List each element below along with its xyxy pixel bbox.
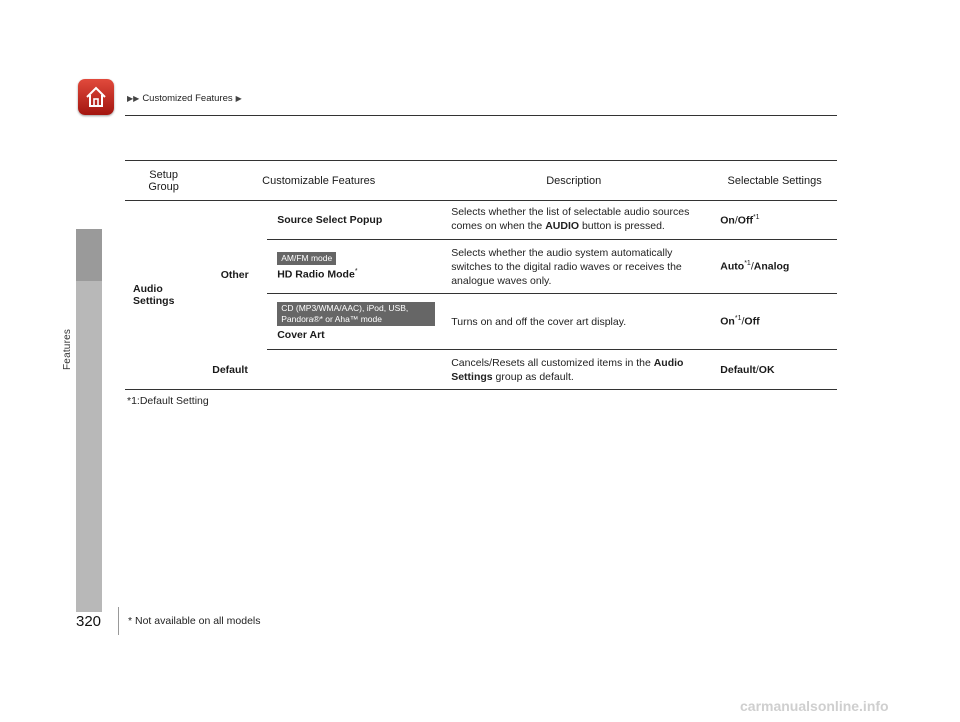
header-selectable-settings: Selectable Settings [712,161,837,201]
settings-hd-radio-mode: Auto$^{*1}$/Analog [712,240,837,294]
breadcrumb-arrows: ▶▶ [127,94,140,103]
top-divider [125,115,837,116]
home-button[interactable] [78,79,114,115]
settings-source-select-popup: On/Off$^{*1}$ [712,201,837,240]
feature-hd-radio-mode: AM/FM mode HD Radio Mode* [267,240,435,294]
badge-am-fm-mode: AM/FM mode [277,252,336,265]
feature-source-select-popup: Source Select Popup [267,201,435,240]
watermark: carmanualsonline.info [740,698,889,714]
feature-default: Default [202,350,435,390]
customization-table [125,160,837,390]
header-description: Description [435,161,712,201]
header-customizable-features: Customizable Features [202,161,435,201]
header-setup-group: Setup Group [125,161,202,201]
footnote-default-setting: *1:Default Setting [127,395,209,407]
desc-hd-radio-mode: Selects whether the audio system automatically switches to the digital radio waves or receives the analogue waves only. [435,240,712,294]
breadcrumb-title[interactable]: Customized Features [142,93,233,104]
settings-cover-art: On$^{*1}$/Off [712,294,837,350]
breadcrumb-arrow: ▶ [235,94,242,103]
settings-default: Default/OK [712,350,837,390]
desc-source-select-popup: Selects whether the list of selectable audio sources comes on when the AUDIO button is pressed. [435,201,712,240]
badge-cd-ipod-usb-mode: CD (MP3/WMA/AAC), iPod, USB, Pandora®* or Aha™ mode [277,302,435,326]
availability-note: * Not available on all models [128,615,261,627]
desc-cover-art: Turns on and off the cover art display. [435,294,712,350]
feature-cover-art: CD (MP3/WMA/AAC), iPod, USB, Pandora®* or Aha™ mode Cover Art [267,294,435,350]
desc-default: Cancels/Resets all customized items in the Audio Settings group as default. [435,350,712,390]
sidebar-tab-highlight [76,229,102,281]
page-number: 320 [76,613,102,630]
group-audio-settings: Audio Settings [125,201,202,390]
bottom-divider [118,607,119,635]
home-icon [84,85,108,109]
sidebar-tab [76,229,102,612]
sidebar-label: Features [62,328,73,370]
breadcrumb [127,93,242,104]
subgroup-other: Other [220,269,249,282]
